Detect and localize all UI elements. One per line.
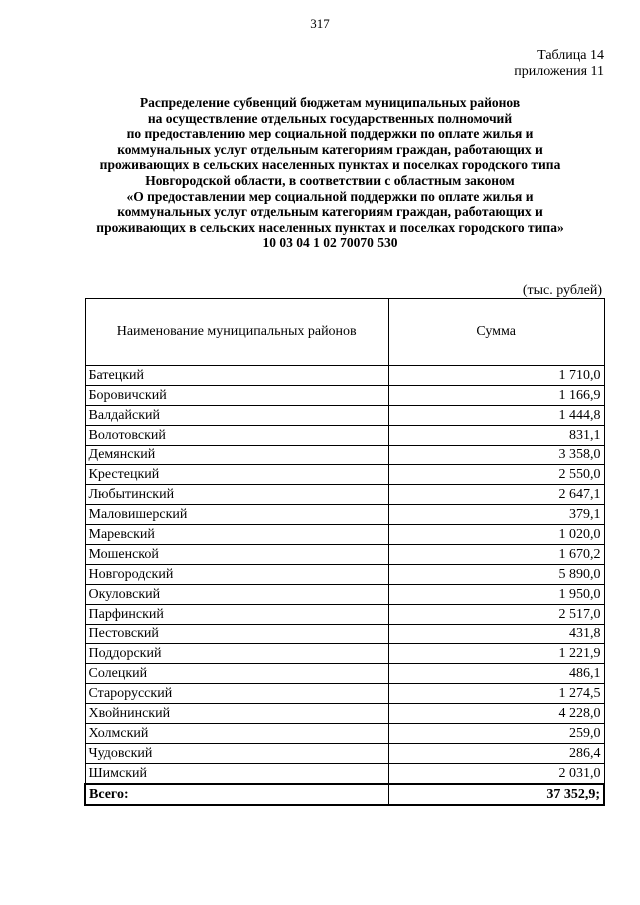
cell-sum: 2 517,0 [388, 604, 604, 624]
title-line: коммунальных услуг отдельным категориям граждан, работающих и [117, 141, 543, 157]
cell-sum: 431,8 [388, 624, 604, 644]
table-row [85, 525, 604, 545]
cell-sum: 1 020,0 [388, 525, 604, 545]
cell-district-name: Холмский [85, 724, 388, 744]
cell-sum: 2 647,1 [388, 485, 604, 505]
cell-district-name: Хвойнинский [85, 704, 388, 724]
table-row [85, 763, 604, 783]
subvention-table [84, 298, 605, 806]
table-row [85, 743, 604, 763]
table-body [85, 366, 604, 805]
title-line: по предоставлению мер социальной поддержки по оплате жилья и [126, 126, 534, 142]
cell-sum: 1 710,0 [388, 366, 604, 386]
table-row [85, 485, 604, 505]
total-row [85, 784, 604, 805]
header-sum: Сумма [388, 299, 604, 366]
cell-district-name: Мошенской [85, 545, 388, 565]
units-label: (тыс. рублей) [522, 283, 602, 298]
title-line: «О предоставлении мер социальной поддержки по оплате жилья и [126, 188, 534, 204]
cell-sum: 486,1 [388, 664, 604, 684]
table-row [85, 724, 604, 744]
total-sum: 37 352,9; [388, 784, 604, 805]
table-row [85, 664, 604, 684]
cell-sum: 2 550,0 [388, 465, 604, 485]
header-district-name: Наименование муниципальных районов [85, 299, 388, 366]
document-title [60, 95, 600, 251]
cell-district-name: Парфинский [85, 604, 388, 624]
table-row [85, 584, 604, 604]
table-reference [514, 48, 604, 80]
table-row [85, 465, 604, 485]
cell-sum: 1 950,0 [388, 584, 604, 604]
cell-district-name: Поддорский [85, 644, 388, 664]
cell-sum: 379,1 [388, 505, 604, 525]
cell-district-name: Новгородский [85, 564, 388, 584]
table-reference-line-2: приложения 11 [514, 64, 604, 79]
cell-district-name: Волотовский [85, 425, 388, 445]
cell-sum: 1 274,5 [388, 684, 604, 704]
cell-district-name: Батецкий [85, 366, 388, 386]
table-row [85, 545, 604, 565]
cell-district-name: Боровичский [85, 385, 388, 405]
cell-sum: 1 444,8 [388, 405, 604, 425]
cell-sum: 4 228,0 [388, 704, 604, 724]
title-line: Распределение субвенций бюджетам муниципальных районов [139, 95, 521, 110]
table-row [85, 425, 604, 445]
table-row [85, 405, 604, 425]
title-line: проживающих в сельских населенных пунктах и поселках городского типа» [96, 219, 564, 235]
title-line: Новгородской области, в соответствии с областным законом [145, 172, 515, 188]
table-row [85, 604, 604, 624]
cell-district-name: Любытинский [85, 485, 388, 505]
cell-sum: 1 166,9 [388, 385, 604, 405]
cell-sum: 259,0 [388, 724, 604, 744]
table-row [85, 624, 604, 644]
budget-classification-code: 10 03 04 1 02 70070 530 [262, 235, 398, 251]
table-reference-line-1: Таблица 14 [537, 48, 604, 63]
cell-district-name: Пестовский [85, 624, 388, 644]
table-row [85, 564, 604, 584]
cell-district-name: Маловишерский [85, 505, 388, 525]
table-row [85, 445, 604, 465]
cell-sum: 1 221,9 [388, 644, 604, 664]
cell-sum: 1 670,2 [388, 545, 604, 565]
cell-district-name: Чудовский [85, 743, 388, 763]
title-line: коммунальных услуг отдельным категориям граждан, работающих и [117, 204, 543, 220]
cell-district-name: Демянский [85, 445, 388, 465]
cell-district-name: Окуловский [85, 584, 388, 604]
cell-sum: 286,4 [388, 743, 604, 763]
cell-district-name: Солецкий [85, 664, 388, 684]
cell-district-name: Валдайский [85, 405, 388, 425]
table-row [85, 644, 604, 664]
cell-district-name: Шимский [85, 763, 388, 783]
title-line: на осуществление отдельных государственных полномочий [147, 110, 513, 126]
cell-sum: 831,1 [388, 425, 604, 445]
table-row [85, 505, 604, 525]
table-row [85, 684, 604, 704]
table-row [85, 366, 604, 386]
page-number: 317 [310, 16, 330, 31]
cell-sum: 2 031,0 [388, 763, 604, 783]
cell-district-name: Старорусский [85, 684, 388, 704]
cell-sum: 5 890,0 [388, 564, 604, 584]
total-label: Всего: [85, 784, 388, 805]
cell-district-name: Крестецкий [85, 465, 388, 485]
table-row [85, 385, 604, 405]
cell-sum: 3 358,0 [388, 445, 604, 465]
table-row [85, 704, 604, 724]
cell-district-name: Маревский [85, 525, 388, 545]
table-header-row [85, 299, 604, 366]
title-line: проживающих в сельских населенных пунктах и поселках городского типа [99, 157, 561, 173]
